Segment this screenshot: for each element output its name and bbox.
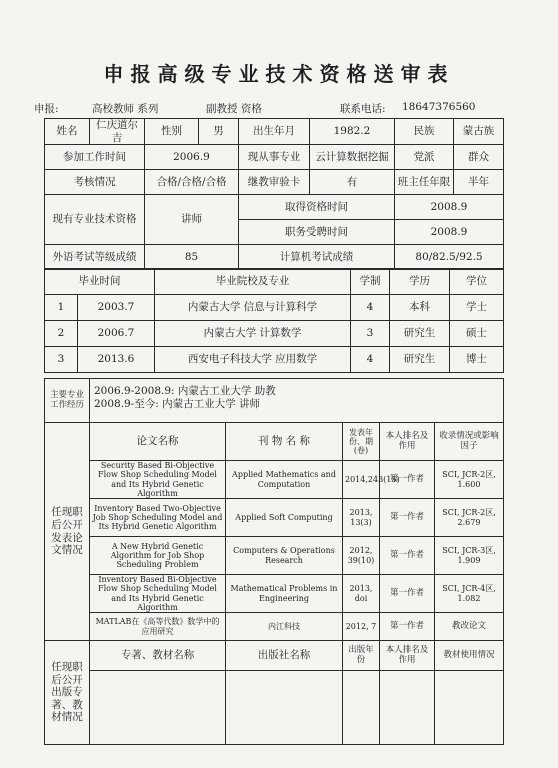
book-header-date: 出版年份 <box>343 641 380 671</box>
edu-row-years: 4 <box>351 347 390 373</box>
edu-row-time: 2006.7 <box>78 321 155 347</box>
paper-header-journal: 刊 物 名 称 <box>226 423 343 461</box>
apply-series: 高校教师 系列 <box>92 103 159 115</box>
name-value: 仁庆道尔吉 <box>90 119 145 145</box>
paper-title: Inventory Based Bi-Objective Flow Shop Scheduling Model and Its Hybrid Genetic Algorithm <box>90 575 226 613</box>
apply-label: 申报: <box>34 103 59 115</box>
experience-line: 2006.9-2008.9: 内蒙古工业大学 助教 <box>94 385 276 397</box>
edu-header-school: 毕业院校及专业 <box>155 269 351 295</box>
lang-label: 外语考试等级成绩 <box>45 245 145 270</box>
table-row <box>45 575 504 613</box>
ethnic-label: 民族 <box>395 119 454 145</box>
paper-date: 2013, 13(3) <box>343 499 380 537</box>
book-publisher-cell[interactable] <box>226 671 343 745</box>
edu-row-level: 本科 <box>390 295 450 321</box>
phone-number: 18647376560 <box>402 101 476 113</box>
table-row <box>45 295 504 321</box>
edu-row-degree: 硕士 <box>450 321 504 347</box>
edu-row-no: 3 <box>45 347 78 373</box>
paper-header-rank: 本人排名及作用 <box>380 423 435 461</box>
table-row <box>45 321 504 347</box>
assess-label: 考核情况 <box>45 170 145 195</box>
edu-header-degree: 学位 <box>450 269 504 295</box>
current-major-label: 现从事专业 <box>239 145 310 170</box>
computer-label: 计算机考试成绩 <box>239 245 395 270</box>
paper-rank: 第一作者 <box>380 461 435 499</box>
paper-date: 2014,243(15) <box>343 461 380 499</box>
basic-info-table <box>44 118 504 270</box>
paper-journal: Applied Soft Computing <box>226 499 343 537</box>
table-row <box>45 537 504 575</box>
edu-row-years: 3 <box>351 321 390 347</box>
books-section-label: 任现职后公开出版专著、教材情况 <box>45 641 90 745</box>
table-row <box>45 461 504 499</box>
paper-journal: Applied Mathematics and Computation <box>226 461 343 499</box>
edu-card-label: 继教审验卡 <box>239 170 310 195</box>
paper-date: 2013, doi <box>343 575 380 613</box>
work-start-value: 2006.9 <box>145 145 239 170</box>
edu-row-level: 研究生 <box>390 347 450 373</box>
hire-time-value: 2008.9 <box>395 220 504 245</box>
book-header-usage: 教材使用情况 <box>435 641 504 671</box>
paper-title: MATLAB在《高等代数》数学中的应用研究 <box>90 613 226 641</box>
paper-header-date: 发表年份、期(卷) <box>343 423 380 461</box>
edu-card-value: 有 <box>310 170 395 195</box>
book-header-title: 专著、教材名称 <box>90 641 226 671</box>
book-title-cell[interactable] <box>90 671 226 745</box>
paper-rank: 第一作者 <box>380 613 435 641</box>
phone-label: 联系电话: <box>340 103 386 115</box>
paper-journal: 内江科技 <box>226 613 343 641</box>
hire-time-label: 职务受聘时间 <box>239 220 395 245</box>
birth-label: 出生年月 <box>239 119 310 145</box>
paper-rank: 第一作者 <box>380 537 435 575</box>
paper-index: SCI, JCR-2区, 2.679 <box>435 499 504 537</box>
experience-label: 主要专业工作经历 <box>45 379 90 423</box>
edu-row-level: 研究生 <box>390 321 450 347</box>
papers-table <box>44 378 504 745</box>
paper-title: Security Based Bi-Objective Flow Shop Scheduling Model and Its Hybrid Genetic Algorithm <box>90 461 226 499</box>
table-row <box>45 671 504 745</box>
book-rank-cell[interactable] <box>380 671 435 745</box>
book-date-cell[interactable] <box>343 671 380 745</box>
paper-index: SCI, JCR-3区, 1.909 <box>435 537 504 575</box>
paper-index: SCI, JCR-4区, 1.082 <box>435 575 504 613</box>
edu-row-years: 4 <box>351 295 390 321</box>
edu-row-school: 内蒙古大学 计算数学 <box>155 321 351 347</box>
qual-label: 现有专业技术资格 <box>45 195 145 245</box>
experience-line: 2008.9-至今: 内蒙古工业大学 讲师 <box>94 397 260 410</box>
work-start-label: 参加工作时间 <box>45 145 145 170</box>
paper-date: 2012, 7 <box>343 613 380 641</box>
papers-section-label: 任现职后公开发表论文情况 <box>45 423 90 641</box>
table-row <box>45 499 504 537</box>
book-header-publisher: 出版社名称 <box>226 641 343 671</box>
paper-header-index: 收录情况或影响因子 <box>435 423 504 461</box>
qual-value: 讲师 <box>145 195 239 245</box>
edu-row-no: 1 <box>45 295 78 321</box>
qual-time-label: 取得资格时间 <box>239 195 395 220</box>
edu-header-time: 毕业时间 <box>45 269 155 295</box>
party-label: 党派 <box>395 145 454 170</box>
paper-header-title: 论文名称 <box>90 423 226 461</box>
book-usage-cell[interactable] <box>435 671 504 745</box>
name-label: 姓名 <box>45 119 90 145</box>
education-table <box>44 268 504 373</box>
paper-date: 2012, 39(10) <box>343 537 380 575</box>
birth-value: 1982.2 <box>310 119 395 145</box>
assess-value: 合格/合格/合格 <box>145 170 239 195</box>
head-teacher-label: 班主任年限 <box>395 170 454 195</box>
lang-value: 85 <box>145 245 239 270</box>
paper-journal: Computers & Operations Research <box>226 537 343 575</box>
gender-value: 男 <box>199 119 239 145</box>
edu-header-level: 学历 <box>390 269 450 295</box>
paper-index: SCI, JCR-2区, 1.600 <box>435 461 504 499</box>
paper-rank: 第一作者 <box>380 499 435 537</box>
paper-title: A New Hybrid Genetic Algorithm for Job Shop Scheduling Problem <box>90 537 226 575</box>
edu-row-time: 2003.7 <box>78 295 155 321</box>
apply-rank: 副教授 资格 <box>206 103 262 115</box>
gender-label: 性别 <box>145 119 199 145</box>
head-teacher-value: 半年 <box>454 170 504 195</box>
computer-value: 80/82.5/92.5 <box>395 245 504 270</box>
party-value: 群众 <box>454 145 504 170</box>
paper-rank: 第一作者 <box>380 575 435 613</box>
ethnic-value: 蒙古族 <box>454 119 504 145</box>
edu-row-school: 西安电子科技大学 应用数学 <box>155 347 351 373</box>
paper-title: Inventory Based Two-Objective Job Shop Scheduling Model and Its Hybrid Genetic Algorithm <box>90 499 226 537</box>
edu-row-no: 2 <box>45 321 78 347</box>
book-header-rank: 本人排名及作用 <box>380 641 435 671</box>
qual-time-value: 2008.9 <box>395 195 504 220</box>
experience-content <box>90 379 504 423</box>
table-row <box>45 613 504 641</box>
current-major-value: 云计算数据挖掘 <box>310 145 395 170</box>
form-title: 申报高级专业技术资格送审表 <box>103 62 455 86</box>
table-row <box>45 347 504 373</box>
edu-header-years: 学制 <box>351 269 390 295</box>
edu-row-school: 内蒙古大学 信息与计算科学 <box>155 295 351 321</box>
paper-journal: Mathematical Problems in Engineering <box>226 575 343 613</box>
edu-row-degree: 博士 <box>450 347 504 373</box>
edu-row-degree: 学士 <box>450 295 504 321</box>
paper-index: 教改论文 <box>435 613 504 641</box>
edu-row-time: 2013.6 <box>78 347 155 373</box>
